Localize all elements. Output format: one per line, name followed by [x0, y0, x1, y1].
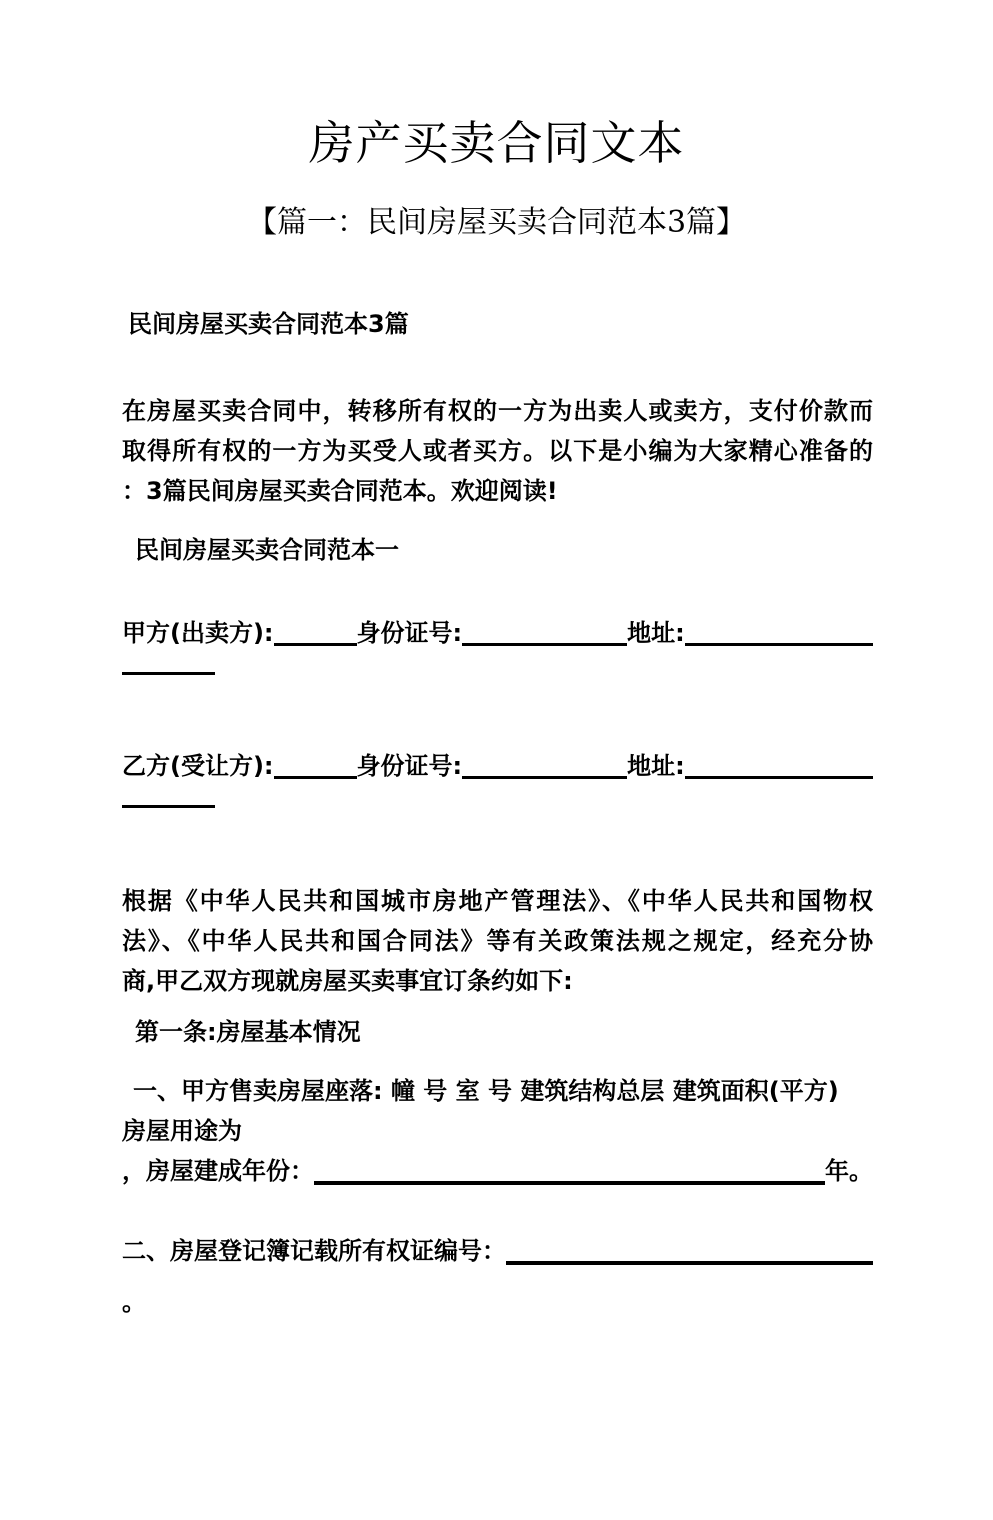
- trailing-period: 。: [122, 1288, 146, 1316]
- intro-line: 取得所有权的一方为买受人或者买方。以下是小编为大家精心准备的: [122, 437, 873, 465]
- party-b-continuation-blank: [122, 805, 215, 808]
- clause1-line: 房屋用途为: [122, 1117, 242, 1145]
- build-year-row: [122, 1151, 873, 1191]
- party-b-address-label: 地址:: [627, 752, 685, 780]
- clause1-item1: [122, 1071, 873, 1151]
- party-a-row: [122, 613, 873, 653]
- party-b-row: [122, 746, 873, 786]
- party-a-name-blank: [274, 643, 357, 646]
- party-a-continuation: [122, 672, 873, 702]
- build-year-blank: [314, 1181, 825, 1185]
- document-title: 房产买卖合同文本: [308, 116, 685, 170]
- legal-basis-paragraph: [122, 881, 873, 1001]
- intro-line: ：3篇民间房屋买卖合同范本。欢迎阅读!: [122, 477, 558, 505]
- party-b-name-blank: [274, 776, 357, 779]
- clause1-line: 一、甲方售卖房屋座落: 幢 号 室 号 建筑结构总层 建筑面积(平方): [133, 1077, 839, 1105]
- intro-paragraph: [122, 391, 873, 511]
- document-subtitle: 【篇一：民间房屋买卖合同范本3篇】: [246, 205, 747, 240]
- party-b-continuation: [122, 805, 873, 835]
- party-a-address-blank: [685, 643, 873, 646]
- clause2-label: 二、房屋登记簿记载所有权证编号：: [122, 1237, 506, 1265]
- document-body: [122, 307, 873, 1319]
- party-b-id-blank: [462, 776, 627, 779]
- clause1-title: 第一条:房屋基本情况: [135, 1018, 361, 1046]
- party-b-id-label: 身份证号:: [356, 752, 463, 780]
- party-a-continuation-blank: [122, 672, 215, 675]
- sample-contract-title: 民间房屋买卖合同范本一: [135, 536, 399, 564]
- legal-line: 法》、《中华人民共和国合同法》等有关政策法规之规定，经充分协: [122, 927, 873, 955]
- legal-line: 根据《中华人民共和国城市房地产管理法》、《中华人民共和国物权: [122, 887, 873, 915]
- party-a-id-label: 身份证号:: [356, 619, 463, 647]
- build-year-label: ，房屋建成年份：: [122, 1157, 314, 1185]
- section-heading: 民间房屋买卖合同范本3篇: [128, 310, 409, 338]
- clause2-row: [122, 1231, 873, 1271]
- build-year-suffix: 年。: [825, 1157, 873, 1185]
- party-a-id-blank: [462, 643, 627, 646]
- legal-line: 商,甲乙双方现就房屋买卖事宜订条约如下:: [122, 967, 573, 995]
- intro-line: 在房屋买卖合同中，转移所有权的一方为出卖人或卖方，支付价款而: [122, 397, 873, 425]
- document-page: [0, 116, 993, 1520]
- party-b-address-blank: [685, 776, 873, 779]
- party-a-name-label: 甲方(出卖方):: [122, 619, 274, 647]
- party-b-name-label: 乙方(受让方):: [122, 752, 274, 780]
- clause2-blank: [506, 1261, 873, 1265]
- party-a-address-label: 地址:: [627, 619, 685, 647]
